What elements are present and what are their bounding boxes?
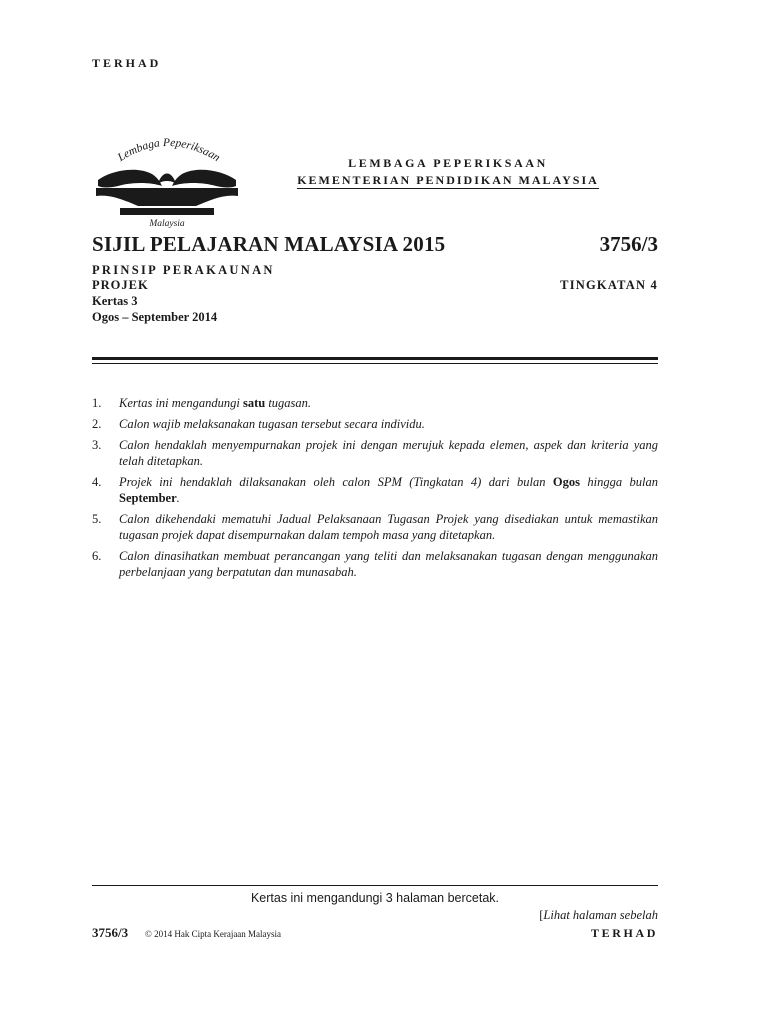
exam-period: Ogos – September 2014 xyxy=(92,310,218,324)
instruction-item xyxy=(92,548,658,580)
logo-banner-strip xyxy=(120,208,214,215)
footer-paper-code: 3756/3 xyxy=(92,925,129,940)
board-name-line1: LEMBAGA PEPERIKSAAN xyxy=(348,156,548,170)
instruction-text: tugasan. xyxy=(265,396,312,410)
turn-over-bracket: [ xyxy=(539,908,544,922)
instruction-number: 4. xyxy=(92,475,102,489)
exam-board-logo xyxy=(92,130,242,230)
instruction-text: Calon hendaklah menyempurnakan projek ini dengan merujuk kepada elemen, aspek dan kriteria yang telah ditetapkan. xyxy=(119,438,658,468)
classification-label-top: TERHAD xyxy=(92,56,162,70)
instruction-item xyxy=(92,416,658,432)
logo-banner xyxy=(96,188,238,206)
instruction-text: hingga bulan xyxy=(579,475,658,489)
instruction-item xyxy=(92,511,658,543)
instruction-text: . xyxy=(176,491,180,505)
board-name-line2: KEMENTERIAN PENDIDIKAN MALAYSIA xyxy=(297,173,599,187)
instruction-item xyxy=(92,474,658,506)
exam-board-name xyxy=(262,156,634,189)
instructions-list xyxy=(92,395,658,585)
instruction-text: Calon dinasihatkan membuat perancangan yang teliti dan melaksanakan tugasan dengan menggunakan perbelanjaan yang berpatutan dan munasabah. xyxy=(119,549,658,579)
instruction-number: 6. xyxy=(92,549,102,563)
turn-over-note xyxy=(400,908,658,923)
logo-center-crest xyxy=(158,174,176,185)
instruction-text: Projek ini hendaklah dilaksanakan oleh calon SPM (Tingkatan 4) dari bulan xyxy=(119,475,553,489)
instruction-emphasis: satu xyxy=(242,396,266,410)
instruction-text: Calon wajib melaksanakan tugasan tersebut secara individu. xyxy=(119,417,425,431)
instruction-item xyxy=(92,395,658,411)
instruction-number: 3. xyxy=(92,438,102,452)
page-count-note: Kertas ini mengandungi 3 halaman bercetak. xyxy=(250,891,500,905)
footer-divider xyxy=(92,885,658,886)
form-level: TINGKATAN 4 xyxy=(560,278,658,292)
instruction-number: 1. xyxy=(92,396,102,410)
header-divider-thick xyxy=(92,357,658,360)
logo-left-wing xyxy=(98,170,162,188)
instruction-item xyxy=(92,437,658,469)
turn-over-text: Lihat halaman sebelah xyxy=(543,908,658,922)
header-divider-thin xyxy=(92,363,658,364)
instruction-emphasis: September xyxy=(119,491,177,505)
component-name: PROJEK xyxy=(92,278,149,292)
instruction-text: Calon dikehendaki mematuhi Jadual Pelaksanaan Tugasan Projek yang disediakan untuk memastikan tugasan projek dapat disempurnakan dalam tempoh masa yang ditetapkan. xyxy=(119,512,658,542)
exam-title: SIJIL PELAJARAN MALAYSIA 2015 xyxy=(92,232,446,256)
instruction-number: 5. xyxy=(92,512,102,526)
instruction-emphasis: Ogos xyxy=(552,475,580,489)
instruction-text: Kertas ini mengandungi xyxy=(119,396,243,410)
subject-name: PRINSIP PERAKAUNAN xyxy=(92,263,275,277)
logo-right-wing xyxy=(172,170,236,188)
logo-bottom-text: Malaysia xyxy=(149,219,185,229)
copyright-notice: © 2014 Hak Cipta Kerajaan Malaysia xyxy=(145,929,282,939)
paper-code: 3756/3 xyxy=(599,232,658,256)
paper-number: Kertas 3 xyxy=(92,294,138,308)
classification-label-bottom: TERHAD xyxy=(591,926,658,940)
instruction-number: 2. xyxy=(92,417,102,431)
logo-arc-text: Lembaga Peperiksaan xyxy=(115,136,222,165)
